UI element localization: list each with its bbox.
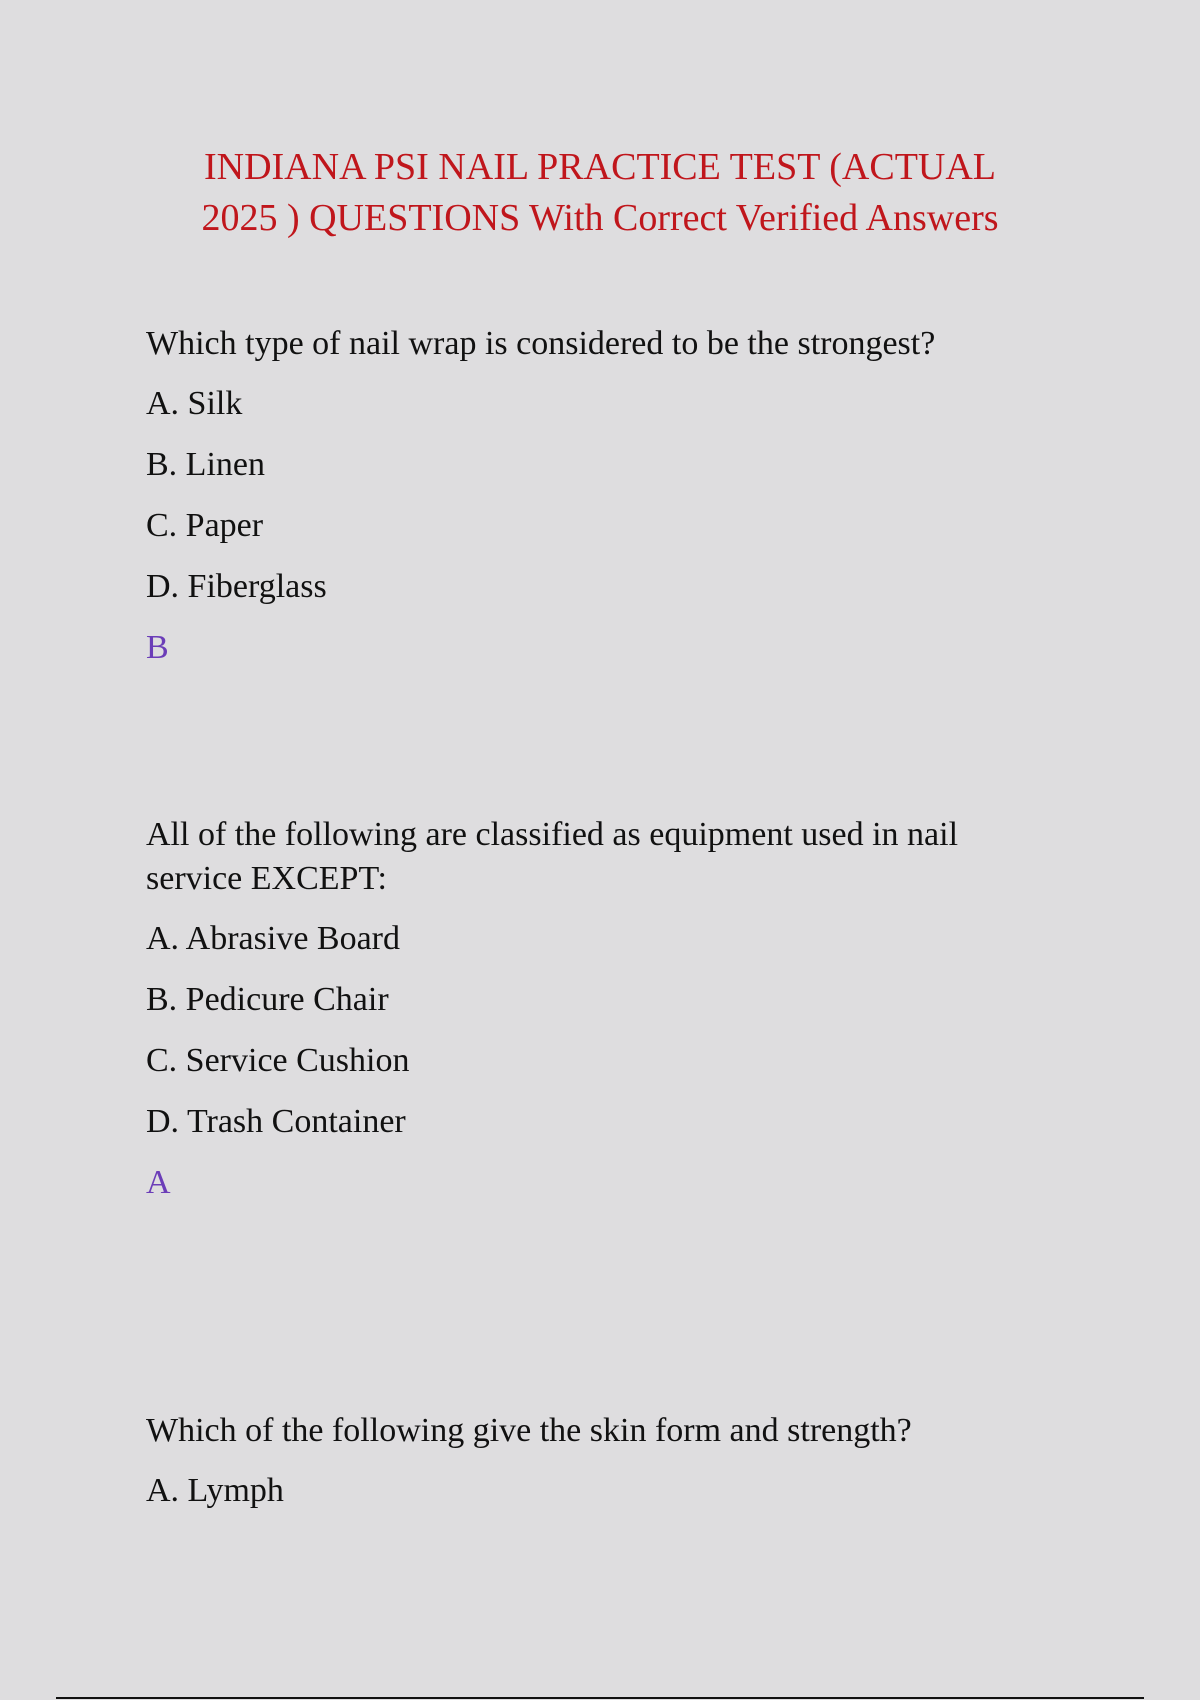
title-line-2: 2025 ) QUESTIONS With Correct Verified Answers	[201, 197, 999, 239]
question-stem: Which type of nail wrap is considered to be the strongest?	[146, 325, 936, 362]
question-block-2	[146, 813, 1046, 1222]
question-stem: Which of the following give the skin form and strength?	[146, 1412, 912, 1449]
answer-option-a: A. Abrasive Board	[146, 920, 401, 957]
answer-option-c: C. Service Cushion	[146, 1042, 410, 1079]
question-block-3	[146, 1409, 1046, 1530]
answer-option-b: B. Linen	[146, 446, 265, 483]
page-divider	[56, 1697, 1144, 1699]
answer-option-d: D. Trash Container	[146, 1103, 406, 1140]
question-block-1	[146, 322, 1046, 687]
answer-option-a: A. Silk	[146, 385, 243, 422]
answer-option-d: D. Fiberglass	[146, 568, 327, 605]
answer-option-c: C. Paper	[146, 507, 264, 544]
question-stem: All of the following are classified as equipment used in nail service EXCEPT:	[146, 816, 959, 897]
title-line-1: INDIANA PSI NAIL PRACTICE TEST (ACTUAL	[203, 146, 997, 188]
answer-option-a: A. Lymph	[146, 1472, 284, 1509]
correct-answer: B	[146, 629, 169, 666]
answer-option-b: B. Pedicure Chair	[146, 981, 389, 1018]
document-title	[120, 142, 1080, 244]
correct-answer: A	[146, 1164, 171, 1201]
